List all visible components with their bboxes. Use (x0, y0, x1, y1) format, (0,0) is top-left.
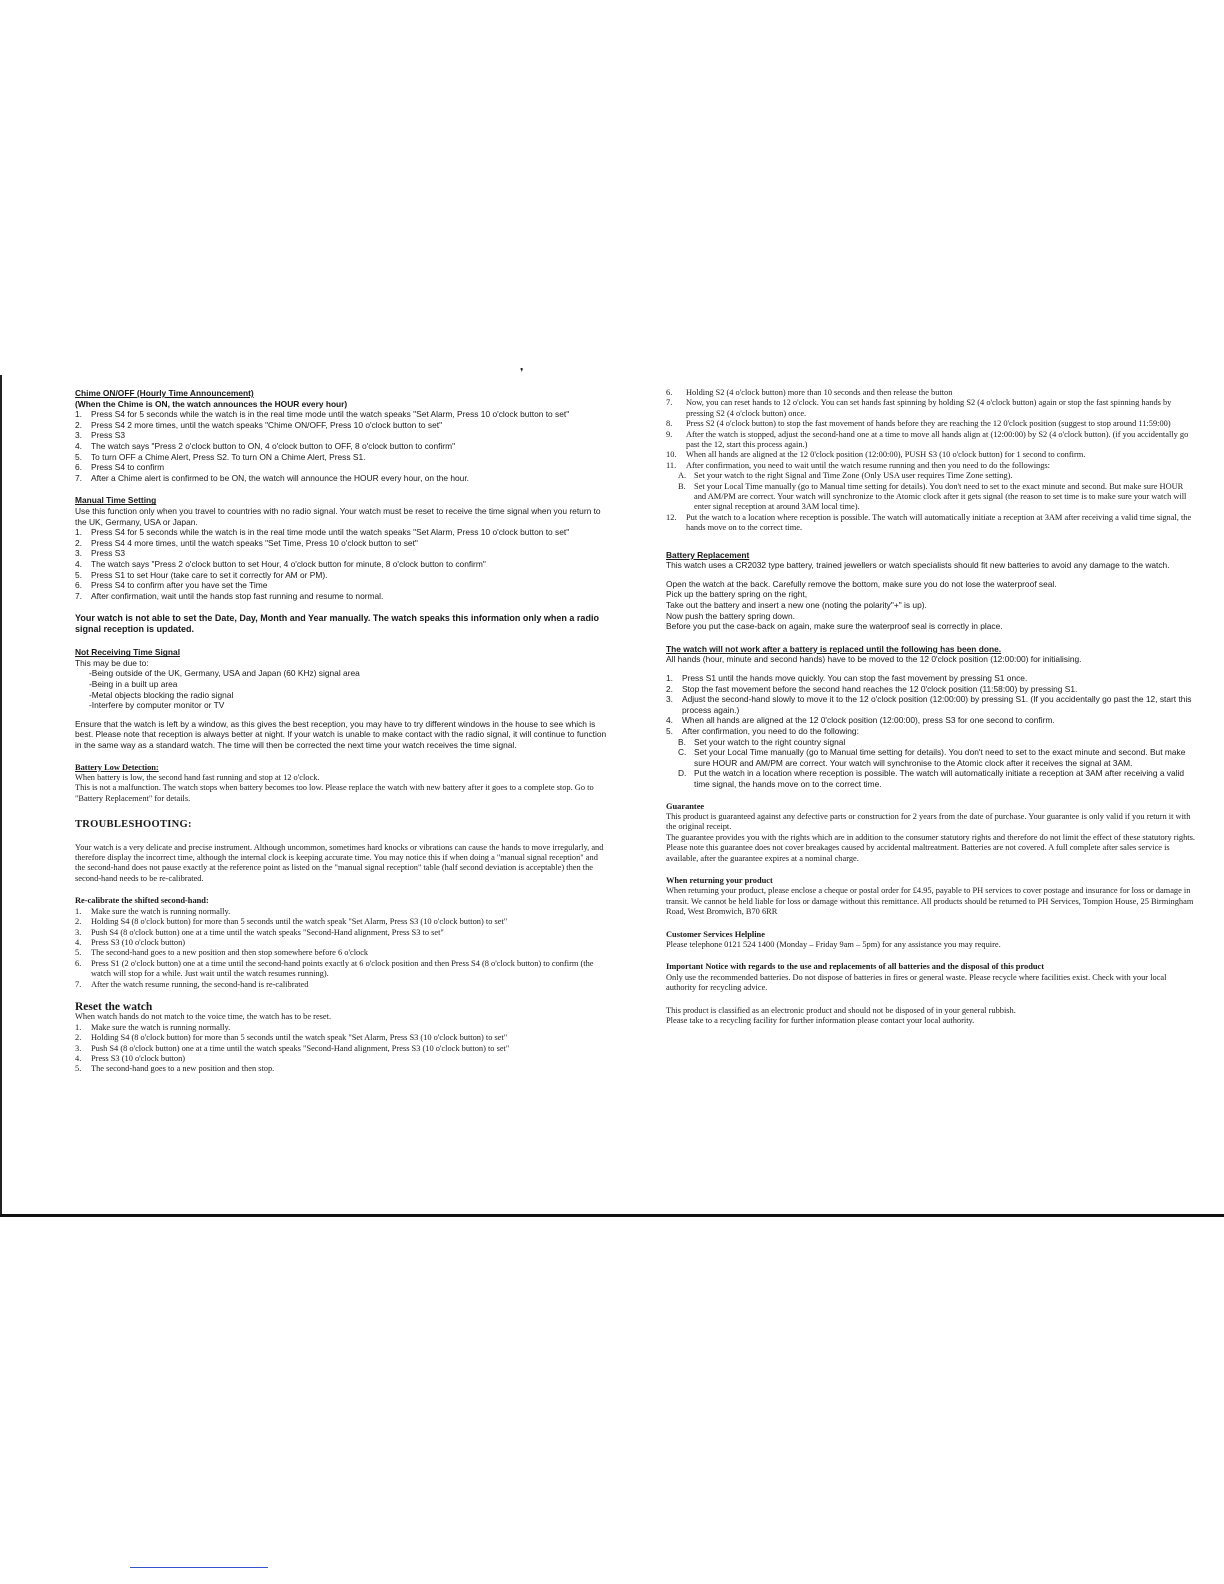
list-item: 2. Stop the fast movement before the second hand reaches the 12 0'clock position (11:58:00) by pressing S1. (666, 683, 1078, 694)
list-number: 2. (666, 683, 673, 694)
list-number: 11. (666, 460, 677, 470)
list-item: -Being in a built up area (89, 679, 178, 690)
list-item: 2. Press S4 2 more times, until the watch speaks "Chime ON/OFF, Press 10 o'clock button to set" (75, 419, 443, 430)
returning-text: When returning your product, please enclose a cheque or postal order for £4.95, payable to PH services to cover postage and insurance for loss or damage in transit. We cannot be held liable for loss or damage without this remittance. All products should be returned to PH Services, Tompion House, 25 Birmingham Road, West Bromwich, B70 6RR (666, 886, 1194, 917)
list-number: 6. (75, 580, 82, 591)
list-number: 5. (75, 569, 82, 580)
list-item: 4. When all hands are aligned at the 12 0'clock position (12:00:00), press S3 for one second to confirm. (666, 715, 1055, 726)
not-receiving-intro: This may be due to: (75, 657, 149, 668)
list-item: 6. Press S1 (2 o'clock button) one at a time until the second-hand points exactly at 6 o'clock position and then Press S4 (8 o'clock button) to confirm (the watch will stop for a while. Just wait until the watch resumes running). (75, 958, 594, 979)
list-number: 3. (75, 548, 82, 559)
list-number: 12. (666, 512, 677, 522)
list-number: 4. (75, 1053, 82, 1063)
list-item: A. Set your watch to the right Signal and Time Zone (Only USA user requires Time Zone setting). (678, 471, 1013, 481)
list-number: 2. (75, 419, 82, 430)
list-number: 5. (75, 451, 82, 462)
list-number: 5. (75, 948, 82, 958)
list-item: 5. After confirmation, you need to do the following: (666, 726, 859, 736)
list-item: -Interfere by computer monitor or TV (89, 700, 225, 711)
list-item: 1. Make sure the watch is running normally. (75, 1022, 231, 1032)
date-notice: Your watch is not able to set the Date, Day, Month and Year manually. The watch speaks this information only when a radio signal reception is updated. (75, 613, 599, 635)
list-item: D. Put the watch in a location where reception is possible. The watch will automatically initiate a reception at 3AM after receiving a valid time signal, the hands move on to the correct time. (678, 768, 1185, 789)
helpline-text: Please telephone 0121 524 1400 (Monday – Friday 9am – 5pm) for any assistance you may require. (666, 940, 1001, 950)
classified-section (666, 1006, 1196, 1027)
important-line: Only use the recommended batteries. Do not dispose of batteries in fires or general waste. Please recycle where facilities exist. Check with your local authority for recycling advice. (666, 972, 1167, 993)
after-battery-section (666, 644, 1196, 790)
list-item: 7. After a Chime alert is confirmed to be ON, the watch will announce the HOUR every hour, on the hour. (75, 472, 469, 483)
list-number: 4. (75, 440, 82, 451)
list-number: 8. (666, 419, 673, 429)
list-number: 5. (666, 726, 673, 736)
list-number: B. (678, 736, 686, 747)
right-column (666, 388, 1196, 1026)
battery-replacement-intro: This watch uses a CR2032 type battery, trained jewellers or watch specialists should fit new batteries to avoid any damage to the watch. (666, 560, 1170, 571)
list-number: 3. (75, 927, 82, 937)
returning-title: When returning your product (666, 876, 773, 885)
list-item: 4. Press S3 (10 o'clock button) (75, 1053, 186, 1063)
list-number: 1. (75, 409, 82, 420)
chime-section (75, 388, 610, 483)
list-item: 7. Now, you can reset hands to 12 o'clock. You can set hands fast spinning by holding S2 (4 o'clock button) again or stop the fast spinning hands by pressing S2 (4 o'clock button) once. (666, 398, 1172, 418)
list-item: 11. After confirmation, you need to wait until the watch resume running and then you need to do the followings: (666, 460, 1050, 470)
list-number: 2. (75, 537, 82, 548)
list-number: 10. (666, 450, 677, 460)
important-title: Important Notice with regards to the use and replacements of all batteries and the disposal of this product (666, 962, 1045, 972)
list-number: A. (678, 471, 687, 481)
recalibrate-title: Re-calibrate the shifted second-hand: (75, 896, 209, 906)
list-number: 7. (75, 472, 82, 483)
list-item: B. Set your watch to the right country signal (678, 736, 846, 747)
list-number: 6. (75, 958, 82, 968)
troubleshooting-section (75, 820, 610, 884)
not-receiving-section (75, 647, 610, 750)
scan-left-edge (0, 375, 2, 1215)
recalibrate-section (75, 896, 610, 990)
list-number: 2. (75, 917, 82, 927)
list-item: 8. Press S2 (4 o'clock button) to stop the fast movement of hands before they are reaching the 12 0'clock position (suggest to stop around 11:59:00) (666, 419, 1171, 429)
after-battery-intro: All hands (hour, minute and second hands) have to be moved to the 12 0'clock position (12:00:00) for initialising. (666, 654, 1082, 665)
list-number: 7. (666, 398, 673, 408)
list-number: 4. (666, 715, 673, 726)
list-item: 5. Press S1 to set Hour (take care to set it correctly for AM or PM). (75, 569, 328, 580)
list-item: 3. Adjust the second-hand slowly to move it to the 12 o'clock position (12:00:00) by pressing S1. (If you accidentally go past the 12, start this process again.) (666, 694, 1192, 715)
list-number: 3. (666, 694, 673, 705)
page-bottom-rule (0, 1214, 1224, 1217)
manual-title: Manual Time Setting (75, 495, 157, 506)
battery-line: Take out the battery and insert a new one (noting the polarity"+" is up). (666, 600, 927, 611)
not-receiving-advice: Ensure that the watch is left by a window, as this gives the best reception, you may have to try different windows in the house to see which is best. Please note that reception is always better at night. If your watch is unable to make contact with the radio signal, it will continue to function in the same way as a standard watch. The time will then be corrected the next time your watch receives the time signal. (75, 718, 607, 751)
list-item: -Being outside of the UK, Germany, USA and Japan (60 KHz) signal area (89, 668, 360, 679)
important-notice-section (666, 962, 1196, 993)
list-item: 1. Press S1 until the hands move quickly. You can stop the fast movement by pressing S1 once. (666, 673, 1028, 684)
list-item: 9. After the watch is stopped, adjust the second-hand one at a time to move all hands align at (12:00:00) by S2 (4 o'clock button). (if you accidentally go past the 12, start this process again.) (666, 429, 1189, 450)
returning-section (666, 876, 1196, 918)
list-number: C. (678, 747, 687, 758)
left-column (75, 388, 610, 1075)
list-item: 10. When all hands are aligned at the 12 0'clock position (12:00:00), PUSH S3 (10 o'clock button) for 1 second to confirm. (666, 450, 1086, 460)
recalibrate-steps (75, 907, 610, 990)
battery-line: Pick up the battery spring on the right, (666, 589, 808, 600)
list-item: 2. Press S4 4 more times, until the watch speaks "Set Time, Press 10 o'clock button to set" (75, 537, 418, 548)
list-item: 3. Press S3 (75, 548, 125, 559)
battery-low-title: Battery Low Detection: (75, 762, 159, 772)
after-battery-steps (666, 673, 1196, 737)
list-item: 3. Push S4 (8 o'clock button) one at a time until the watch speaks "Second-Hand alignment, Press S3 to set" (75, 927, 444, 937)
manual-steps (75, 527, 610, 601)
guarantee-line: The guarantee provides you with the rights which are in addition to the consumer statutory rights and therefore do not limit the effect of these statutory rights. (666, 832, 1195, 842)
list-number: 1. (666, 673, 673, 684)
guarantee-line: Please note this guarantee does not cover breakages caused by accidental maltreatment. Batteries are not covered. A full complete after sales service is available, after the guarantee expires at a nominal charge. (666, 843, 1170, 863)
guarantee-title: Guarantee (666, 801, 705, 811)
helpline-section (666, 930, 1196, 951)
manual-intro: Use this function only when you travel to countries with no radio signal. Your watch must be reset to receive the time signal when you return to the UK, Germany, USA or Japan. (75, 505, 601, 527)
list-number: 6. (75, 462, 82, 473)
list-item: 1. Press S4 for 5 seconds while the watch is in the real time mode until the watch speaks "Set Alarm, Press 10 o'clock button to set" (75, 527, 570, 538)
chime-title: Chime ON/OFF (Hourly Time Announcement) (75, 388, 254, 398)
list-number: 1. (75, 1022, 82, 1032)
list-item: 5. To turn OFF a Chime Alert, Press S2. To turn ON a Chime Alert, Press S1. (75, 451, 366, 462)
battery-low-line: When battery is low, the second hand fast running and stop at 12 o'clock. (75, 773, 320, 783)
reset-cont-sub-steps (666, 471, 1196, 513)
list-item: 4. The watch says "Press 2 o'clock button to ON, 4 o'clock button to OFF, 8 o'clock button to confirm" (75, 440, 456, 451)
battery-line: Open the watch at the back. Carefully remove the bottom, make sure you do not lose the waterproof seal. (666, 578, 1057, 589)
list-item: B. Set your Local Time manually (go to Manual time setting for details). You don't need to set to the exact minute and second. But make sure HOUR and AM/PM are correct. Your watch will synchronize to the Atomic clock after it gets signal (the reason to set time is to make sure your watch will enter signal reception at around 3AM local time). (678, 481, 1187, 512)
reset-intro: When watch hands do not match to the voice time, the watch has to be reset. (75, 1012, 332, 1022)
list-number: 4. (75, 558, 82, 569)
battery-replacement-section (666, 550, 1196, 632)
footer-underline (130, 1567, 268, 1568)
scan-mark: ❜ (520, 366, 524, 379)
list-item: 6. Press S4 to confirm after you have set the Time (75, 580, 268, 591)
list-number: 3. (75, 430, 82, 441)
reset-section (75, 1002, 610, 1075)
reset-cont-final (666, 513, 1196, 534)
list-item: 7. After confirmation, wait until the hands stop fast running and resume to normal. (75, 590, 384, 601)
not-receiving-title: Not Receiving Time Signal (75, 647, 181, 658)
after-battery-title: The watch will not work after a battery is replaced until the following has been done. (666, 643, 1002, 654)
list-number: 6. (666, 388, 673, 397)
list-number: B. (678, 481, 686, 491)
list-item: 6. Press S4 to confirm (75, 462, 165, 473)
list-number: 4. (75, 937, 82, 947)
manual-time-section (75, 495, 610, 601)
chime-steps (75, 409, 610, 483)
list-number: 1. (75, 527, 82, 538)
battery-line: Before you put the case-back on again, make sure the waterproof seal is correctly in place. (666, 621, 1003, 632)
list-item: C. Set your Local Time manually (go to Manual time setting for details). You don't need to set to the exact minute and second. But make sure HOUR and AM/PM are correct. Your watch will synchronise to the Atomic clock after it receives the signal at 3AM. (678, 747, 1186, 768)
list-item: 3. Push S4 (8 o'clock button) one at a time until the watch speaks "Second-Hand alignment, Press S3 (10 o'clock button) to set" (75, 1043, 510, 1053)
battery-low-line: This is not a malfunction. The watch stops when battery becomes too low. Please replace the watch with new battery after it goes to a complete stop. Go to "Battery Replacement" for details. (75, 783, 594, 803)
list-number: 7. (75, 979, 82, 989)
list-item: 5. The second-hand goes to a new position and then stop somewhere before 6 o'clock (75, 948, 369, 958)
classified-line: This product is classified as an electronic product and should not be disposed of in your general rubbish. (666, 1005, 1016, 1015)
classified-line: Please take to a recycling facility for further information please contact your local authority. (666, 1016, 975, 1026)
reset-continued-section (666, 388, 1196, 534)
battery-replacement-title: Battery Replacement (666, 549, 750, 560)
list-item: 1. Press S4 for 5 seconds while the watch is in the real time mode until the watch speaks "Set Alarm, Press 10 o'clock button to set" (75, 409, 570, 420)
guarantee-line: This product is guaranteed against any defective parts or construction for 2 years from the date of purchase. Your guarantee is only valid if you return it with the original receipt. (666, 811, 1191, 832)
list-item: 4. The watch says "Press 2 o'clock button to set Hour, 4 o'clock button for minute, 8 o'clock button to confirm" (75, 558, 486, 569)
list-item: -Metal objects blocking the radio signal (89, 689, 234, 700)
guarantee-section (666, 802, 1196, 864)
after-battery-sub-steps (666, 737, 1196, 790)
list-number: 5. (75, 1064, 82, 1074)
list-item: 4. Press S3 (10 o'clock button) (75, 937, 186, 947)
list-number: 3. (75, 1043, 82, 1053)
list-item: 2. Holding S4 (8 o'clock button) for more than 5 seconds until the watch speak "Set Alarm, Press S3 (10 o'clock button) to set" (75, 917, 508, 927)
list-number: 2. (75, 1033, 82, 1043)
list-item: 2. Holding S4 (8 o'clock button) for more than 5 seconds until the watch speak "Set Alarm, Press S3 (10 o'clock button) to set" (75, 1033, 508, 1043)
battery-low-section (75, 763, 610, 805)
list-item: 7. After the watch resume running, the second-hand is re-calibrated (75, 979, 309, 989)
troubleshooting-text: Your watch is a very delicate and precise instrument. Although uncommon, sometimes hard knocks or vibrations can cause the hands to move irregularly, and therefore display the incorrect time, although the internal clock is keeping accurate time. You may notice this if when doing a "manual signal reception" and the second-hand does not pause exactly at the reference point as listed on the "manual signal reception" table (half second deviation is acceptable) then the second-hand needs to be re-calibrated. (75, 842, 604, 883)
troubleshooting-title: TROUBLESHOOTING: (75, 819, 192, 831)
helpline-title: Customer Services Helpline (666, 929, 765, 939)
chime-subtitle: (When the Chime is ON, the watch announces the HOUR every hour) (75, 398, 348, 409)
list-number: 9. (666, 429, 673, 439)
battery-line: Now push the battery spring down. (666, 610, 795, 621)
list-number: D. (678, 768, 687, 779)
reset-title: Reset the watch (75, 1000, 153, 1013)
list-item: 6. Holding S2 (4 o'clock button) more than 10 seconds and then release the button (666, 388, 953, 397)
reset-cont-steps (666, 388, 1196, 471)
list-item: 3. Press S3 (75, 430, 125, 441)
list-item: 12. Put the watch to a location where reception is possible. The watch will automatically initiate a reception at 3AM after receiving a valid time signal, the hands move on to the correct time. (666, 512, 1192, 533)
reset-steps (75, 1023, 610, 1075)
list-item: 1. Make sure the watch is running normally. (75, 906, 231, 916)
list-number: 7. (75, 590, 82, 601)
list-item: 5. The second-hand goes to a new position and then stop. (75, 1064, 275, 1074)
list-number: 1. (75, 906, 82, 916)
